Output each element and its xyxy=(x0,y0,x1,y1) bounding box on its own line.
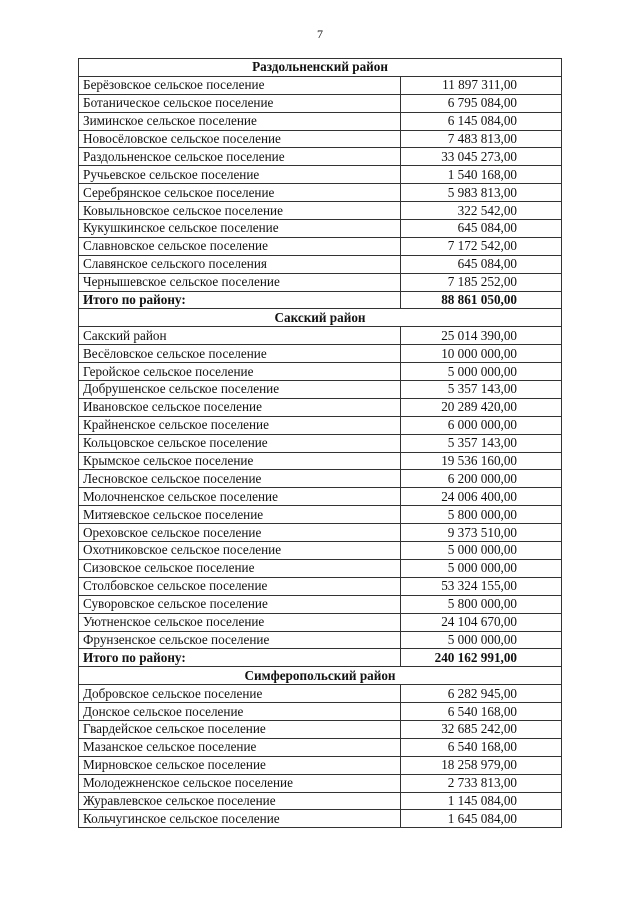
settlement-amount: 19 536 160,00 xyxy=(401,452,562,470)
settlement-amount: 5 800 000,00 xyxy=(401,595,562,613)
total-amount: 240 162 991,00 xyxy=(401,649,562,667)
settlement-amount: 322 542,00 xyxy=(401,202,562,220)
table-row xyxy=(79,720,562,738)
settlement-name: Охотниковское сельское поселение xyxy=(79,542,401,560)
table-row xyxy=(79,273,562,291)
settlement-name: Чернышевское сельское поселение xyxy=(79,273,401,291)
table-row xyxy=(79,345,562,363)
table-row xyxy=(79,237,562,255)
settlement-name: Геройское сельское поселение xyxy=(79,363,401,381)
page-number: 7 xyxy=(317,27,323,41)
settlement-amount: 6 540 168,00 xyxy=(401,703,562,721)
settlement-amount: 1 145 084,00 xyxy=(401,792,562,810)
settlement-name: Ручьевское сельское поселение xyxy=(79,166,401,184)
settlement-amount: 6 540 168,00 xyxy=(401,738,562,756)
settlement-amount: 10 000 000,00 xyxy=(401,345,562,363)
budget-table xyxy=(78,58,562,828)
table-row xyxy=(79,166,562,184)
table-row xyxy=(79,756,562,774)
settlement-amount: 5 357 143,00 xyxy=(401,381,562,399)
table-row xyxy=(79,792,562,810)
settlement-name: Кольчугинское сельское поселение xyxy=(79,810,401,828)
settlement-amount: 6 000 000,00 xyxy=(401,416,562,434)
settlement-name: Кольцовское сельское поселение xyxy=(79,434,401,452)
table-row xyxy=(79,470,562,488)
table-row xyxy=(79,112,562,130)
settlement-amount: 6 145 084,00 xyxy=(401,112,562,130)
settlement-amount: 6 200 000,00 xyxy=(401,470,562,488)
table-row xyxy=(79,94,562,112)
settlement-name: Сакский район xyxy=(79,327,401,345)
table-row xyxy=(79,416,562,434)
settlement-name: Раздольненское сельское поселение xyxy=(79,148,401,166)
table-row xyxy=(79,398,562,416)
settlement-name: Ковыльновское сельское поселение xyxy=(79,202,401,220)
settlement-name: Мазанское сельское поселение xyxy=(79,738,401,756)
settlement-amount: 645 084,00 xyxy=(401,220,562,238)
settlement-name: Новосёловское сельское поселение xyxy=(79,130,401,148)
section-header-row xyxy=(79,309,562,327)
settlement-amount: 5 800 000,00 xyxy=(401,506,562,524)
settlement-amount: 25 014 390,00 xyxy=(401,327,562,345)
table-row xyxy=(79,524,562,542)
settlement-amount: 18 258 979,00 xyxy=(401,756,562,774)
settlement-name: Берёзовское сельское поселение xyxy=(79,76,401,94)
settlement-amount: 24 104 670,00 xyxy=(401,613,562,631)
table-row xyxy=(79,130,562,148)
table-row xyxy=(79,76,562,94)
table-row xyxy=(79,184,562,202)
settlement-amount: 6 795 084,00 xyxy=(401,94,562,112)
settlement-amount: 20 289 420,00 xyxy=(401,398,562,416)
table-row xyxy=(79,738,562,756)
table-row xyxy=(79,255,562,273)
table-row xyxy=(79,577,562,595)
total-row xyxy=(79,291,562,309)
table-row xyxy=(79,595,562,613)
table-row xyxy=(79,685,562,703)
table-row xyxy=(79,613,562,631)
settlement-name: Кукушкинское сельское поселение xyxy=(79,220,401,238)
settlement-amount: 5 357 143,00 xyxy=(401,434,562,452)
section-header-row xyxy=(79,59,562,77)
settlement-amount: 5 000 000,00 xyxy=(401,542,562,560)
table-row xyxy=(79,434,562,452)
table-row xyxy=(79,542,562,560)
settlement-name: Донское сельское поселение xyxy=(79,703,401,721)
settlement-name: Ивановское сельское поселение xyxy=(79,398,401,416)
settlement-name: Крайненское сельское поселение xyxy=(79,416,401,434)
settlement-amount: 33 045 273,00 xyxy=(401,148,562,166)
settlement-amount: 5 000 000,00 xyxy=(401,559,562,577)
total-label: Итого по району: xyxy=(79,649,401,667)
settlement-name: Журавлевское сельское поселение xyxy=(79,792,401,810)
settlement-amount: 24 006 400,00 xyxy=(401,488,562,506)
budget-table-body xyxy=(79,59,562,828)
section-title: Симферопольский район xyxy=(79,667,562,685)
settlement-name: Молодежненское сельское поселение xyxy=(79,774,401,792)
settlement-amount: 9 373 510,00 xyxy=(401,524,562,542)
table-row xyxy=(79,488,562,506)
settlement-name: Сизовское сельское поселение xyxy=(79,559,401,577)
total-label: Итого по району: xyxy=(79,291,401,309)
settlement-amount: 7 172 542,00 xyxy=(401,237,562,255)
settlement-amount: 5 983 813,00 xyxy=(401,184,562,202)
total-amount: 88 861 050,00 xyxy=(401,291,562,309)
table-row xyxy=(79,559,562,577)
settlement-name: Крымское сельское поселение xyxy=(79,452,401,470)
settlement-name: Митяевское сельское поселение xyxy=(79,506,401,524)
settlement-name: Добрушенское сельское поселение xyxy=(79,381,401,399)
settlement-amount: 7 185 252,00 xyxy=(401,273,562,291)
settlement-name: Молочненское сельское поселение xyxy=(79,488,401,506)
settlement-amount: 645 084,00 xyxy=(401,255,562,273)
table-row xyxy=(79,381,562,399)
settlement-amount: 53 324 155,00 xyxy=(401,577,562,595)
table-row xyxy=(79,220,562,238)
settlement-name: Добровское сельское поселение xyxy=(79,685,401,703)
settlement-name: Уютненское сельское поселение xyxy=(79,613,401,631)
section-title: Сакский район xyxy=(79,309,562,327)
settlement-name: Славновское сельское поселение xyxy=(79,237,401,255)
settlement-amount: 11 897 311,00 xyxy=(401,76,562,94)
table-row xyxy=(79,327,562,345)
table-row xyxy=(79,631,562,649)
table-row xyxy=(79,452,562,470)
table-row xyxy=(79,148,562,166)
settlement-name: Столбовское сельское поселение xyxy=(79,577,401,595)
settlement-name: Фрунзенское сельское поселение xyxy=(79,631,401,649)
settlement-amount: 5 000 000,00 xyxy=(401,363,562,381)
settlement-amount: 2 733 813,00 xyxy=(401,774,562,792)
table-row xyxy=(79,506,562,524)
settlement-name: Славянское сельского поселения xyxy=(79,255,401,273)
table-row xyxy=(79,703,562,721)
settlement-amount: 7 483 813,00 xyxy=(401,130,562,148)
settlement-amount: 1 540 168,00 xyxy=(401,166,562,184)
settlement-name: Лесновское сельское поселение xyxy=(79,470,401,488)
settlement-name: Весёловское сельское поселение xyxy=(79,345,401,363)
table-row xyxy=(79,363,562,381)
settlement-name: Гвардейское сельское поселение xyxy=(79,720,401,738)
settlement-name: Суворовское сельское поселение xyxy=(79,595,401,613)
settlement-name: Мирновское сельское поселение xyxy=(79,756,401,774)
settlement-name: Ореховское сельское поселение xyxy=(79,524,401,542)
settlement-name: Зиминское сельское поселение xyxy=(79,112,401,130)
settlement-name: Ботаническое сельское поселение xyxy=(79,94,401,112)
settlement-amount: 5 000 000,00 xyxy=(401,631,562,649)
settlement-amount: 32 685 242,00 xyxy=(401,720,562,738)
table-row xyxy=(79,774,562,792)
section-title: Раздольненский район xyxy=(79,59,562,77)
table-row xyxy=(79,202,562,220)
table-row xyxy=(79,810,562,828)
settlement-name: Серебрянское сельское поселение xyxy=(79,184,401,202)
settlement-amount: 6 282 945,00 xyxy=(401,685,562,703)
settlement-amount: 1 645 084,00 xyxy=(401,810,562,828)
total-row xyxy=(79,649,562,667)
section-header-row xyxy=(79,667,562,685)
